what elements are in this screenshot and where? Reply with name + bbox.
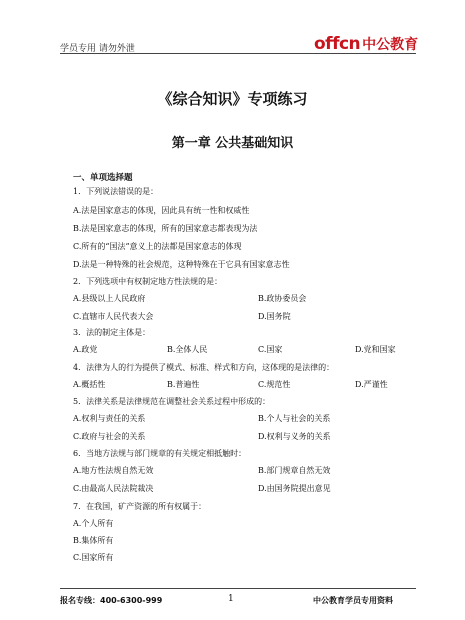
footer-note: 中公教育学员专用资料 (313, 596, 393, 605)
option: D.严谨性 (355, 380, 388, 389)
option: B.部门规章自然无效 (258, 466, 331, 475)
option: A.政党 (73, 345, 98, 354)
question-stem: 1．下列说法错误的是： (73, 187, 159, 196)
question-stem: 2．下列选项中有权制定地方性法规的是： (73, 277, 223, 286)
question-stem: 6．当地方法规与部门规章的有关规定相抵触时： (73, 449, 247, 458)
option: A.县级以上人民政府 (73, 294, 146, 303)
option: D.权利与义务的关系 (258, 432, 331, 441)
option: B.普遍性 (167, 380, 200, 389)
option: A.概括性 (73, 380, 106, 389)
option: D.国务院 (258, 312, 291, 321)
option: C.国家 (258, 345, 283, 354)
option: A.权利与责任的关系 (73, 414, 146, 423)
option: B.政协委员会 (258, 294, 307, 303)
option: C.所有的“国法”意义上的法都是国家意志的体现 (73, 242, 242, 251)
chapter-heading: 第一章 公共基础知识 (171, 136, 294, 151)
page-title: 《综合知识》专项练习 (157, 90, 308, 108)
logo-cn: 中公教育 (362, 37, 419, 53)
footer-rule (60, 588, 416, 589)
option: A.法是国家意志的体现，因此具有统一性和权威性 (73, 206, 250, 215)
option: B.全体人民 (167, 345, 208, 354)
section-heading: 一、单项选择题 (73, 173, 133, 183)
hotline-text: 报名专线：400-6300-999 (60, 596, 163, 605)
option: B.集体所有 (73, 536, 114, 545)
option: D.由国务院提出意见 (258, 484, 331, 493)
option: C.政府与社会的关系 (73, 432, 146, 441)
header-rule (60, 53, 416, 54)
question-stem: 7．在我国，矿产资源的所有权属于： (73, 502, 207, 511)
option: B.法是国家意志的体现，所有的国家意志都表现为法 (73, 224, 258, 233)
question-stem: 3．法的制定主体是： (73, 328, 151, 337)
option: D.法是一种特殊的社会规范，这种特殊在于它具有国家意志性 (73, 260, 290, 269)
question-stem: 5．法律关系是法律规范在调整社会关系过程中形成的： (73, 397, 271, 406)
option: D.党和国家 (355, 345, 396, 354)
option: C.规范性 (258, 380, 291, 389)
option: C.国家所有 (73, 553, 114, 562)
offcn-logo (314, 34, 418, 54)
option: A.地方性法规自然无效 (73, 466, 154, 475)
question-stem: 4．法律为人的行为提供了模式、标准、样式和方向，这体现的是法律的： (73, 363, 335, 372)
option: C.由最高人民法院裁决 (73, 484, 154, 493)
option: C.直辖市人民代表大会 (73, 312, 154, 321)
logo-en: offcn (314, 34, 361, 54)
page-number: 1 (228, 594, 234, 604)
option: A.个人所有 (73, 519, 114, 528)
confidential-note: 学员专用 请勿外泄 (60, 44, 135, 54)
option: B.个人与社会的关系 (258, 414, 331, 423)
